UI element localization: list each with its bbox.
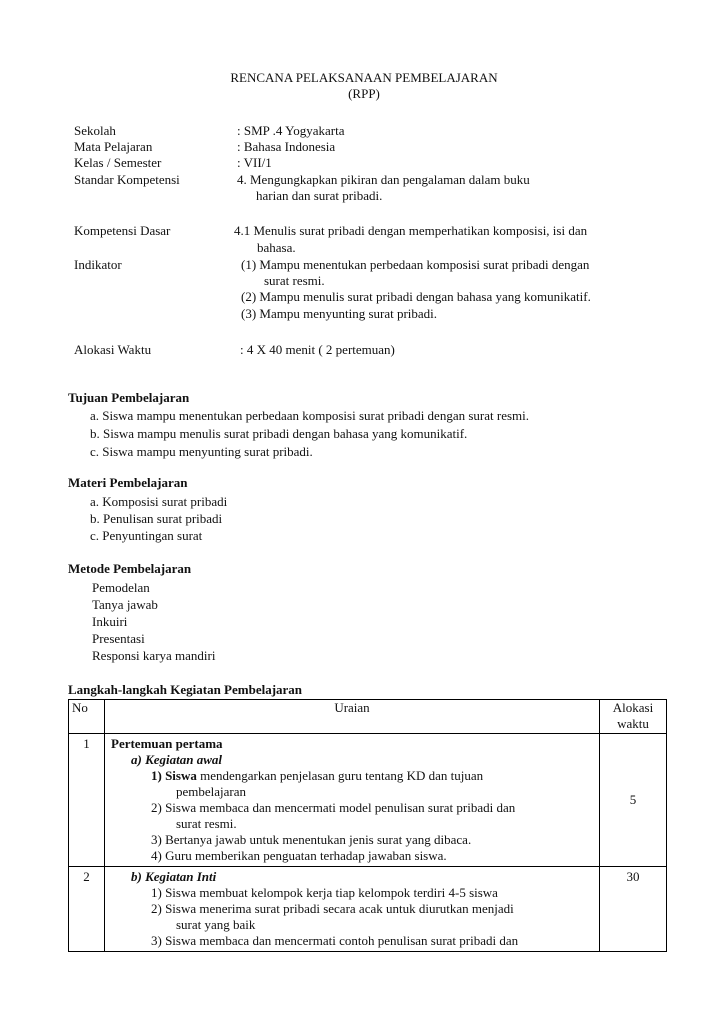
indikator-3: (3) Mampu menyunting surat pribadi. [241, 306, 438, 321]
steps-table [68, 699, 667, 952]
mapel-label: Mata Pelajaran [74, 139, 153, 154]
tujuan-item: c. Siswa mampu menyunting surat pribadi. [90, 444, 313, 459]
indikator-1: (1) Mampu menentukan perbedaan komposisi surat pribadi dengan [241, 257, 590, 272]
page-title: RENCANA PELAKSANAAN PEMBELAJARAN [230, 70, 498, 85]
row-step: 4) Guru memberikan penguatan terhadap jawaban siswa. [151, 848, 447, 863]
tujuan-item: b. Siswa mampu menulis surat pribadi dengan bahasa yang komunikatif. [90, 426, 468, 441]
header-alokasi [600, 700, 667, 734]
metode-item: Presentasi [92, 631, 145, 646]
materi-item: a. Komposisi surat pribadi [90, 494, 228, 509]
header-no: No [69, 700, 105, 734]
header-uraian: Uraian [105, 700, 600, 734]
row-alokasi: 30 [600, 867, 667, 952]
mapel-value: : Bahasa Indonesia [237, 139, 336, 154]
row-sub: a) Kegiatan awal [131, 752, 223, 767]
sk-value-2: harian dan surat pribadi. [256, 188, 383, 203]
materi-heading: Materi Pembelajaran [68, 475, 188, 490]
table-header-row [69, 700, 667, 734]
row-uraian [105, 867, 600, 952]
kd-label: Kompetensi Dasar [74, 223, 171, 238]
sekolah-value: : SMP .4 Yogyakarta [237, 123, 345, 138]
kd-value-1: 4.1 Menulis surat pribadi dengan memperhatikan komposisi, isi dan [234, 223, 588, 238]
row-step: 3) Bertanya jawab untuk menentukan jenis surat yang dibaca. [151, 832, 472, 847]
metode-item: Pemodelan [92, 580, 150, 595]
table-row [69, 734, 667, 867]
row-alokasi: 5 [600, 734, 667, 867]
row-sub: b) Kegiatan Inti [131, 869, 217, 884]
row-step: 2) Siswa menerima surat pribadi secara acak untuk diurutkan menjadi [151, 901, 514, 916]
indikator-2: (2) Mampu menulis surat pribadi dengan bahasa yang komunikatif. [241, 289, 591, 304]
kelas-value: : VII/1 [237, 155, 272, 170]
header-alokasi-1: Alokasi [612, 700, 654, 715]
metode-item: Inkuiri [92, 614, 128, 629]
materi-item: c. Penyuntingan surat [90, 528, 203, 543]
row-title: Pertemuan pertama [111, 736, 223, 751]
alokasi-value: : 4 X 40 menit ( 2 pertemuan) [240, 342, 395, 357]
row-step-cont: surat resmi. [176, 816, 237, 831]
row-step: 2) Siswa membaca dan mencermati model penulisan surat pribadi dan [151, 800, 516, 815]
kelas-label: Kelas / Semester [74, 155, 162, 170]
row-step-bold: 1) Siswa [151, 768, 197, 783]
materi-item: b. Penulisan surat pribadi [90, 511, 223, 526]
row-step: 3) Siswa membaca dan mencermati contoh penulisan surat pribadi dan [151, 933, 519, 948]
metode-item: Tanya jawab [92, 597, 158, 612]
metode-heading: Metode Pembelajaran [68, 561, 192, 576]
row-no: 1 [69, 734, 105, 867]
tujuan-heading: Tujuan Pembelajaran [68, 390, 190, 405]
row-step-cont: pembelajaran [176, 784, 247, 799]
page-subtitle: (RPP) [348, 86, 380, 101]
indikator-1-cont: surat resmi. [264, 273, 325, 288]
sekolah-label: Sekolah [74, 123, 116, 138]
sk-value-1: 4. Mengungkapkan pikiran dan pengalaman dalam buku [237, 172, 530, 187]
tujuan-item: a. Siswa mampu menentukan perbedaan komposisi surat pribadi dengan surat resmi. [90, 408, 530, 423]
header-alokasi-2: waktu [617, 716, 649, 731]
kd-value-2: bahasa. [257, 240, 296, 255]
metode-item: Responsi karya mandiri [92, 648, 216, 663]
langkah-heading: Langkah-langkah Kegiatan Pembelajaran [68, 682, 303, 697]
row-step [111, 768, 599, 784]
indikator-label: Indikator [74, 257, 122, 272]
row-uraian [105, 734, 600, 867]
row-step: 1) Siswa membuat kelompok kerja tiap kelompok terdiri 4-5 siswa [151, 885, 498, 900]
row-no: 2 [69, 867, 105, 952]
row-step-cont: surat yang baik [176, 917, 256, 932]
table-row [69, 867, 667, 952]
row-step-rest: mendengarkan penjelasan guru tentang KD dan tujuan [196, 768, 484, 783]
sk-label: Standar Kompetensi [74, 172, 180, 187]
alokasi-label: Alokasi Waktu [74, 342, 152, 357]
